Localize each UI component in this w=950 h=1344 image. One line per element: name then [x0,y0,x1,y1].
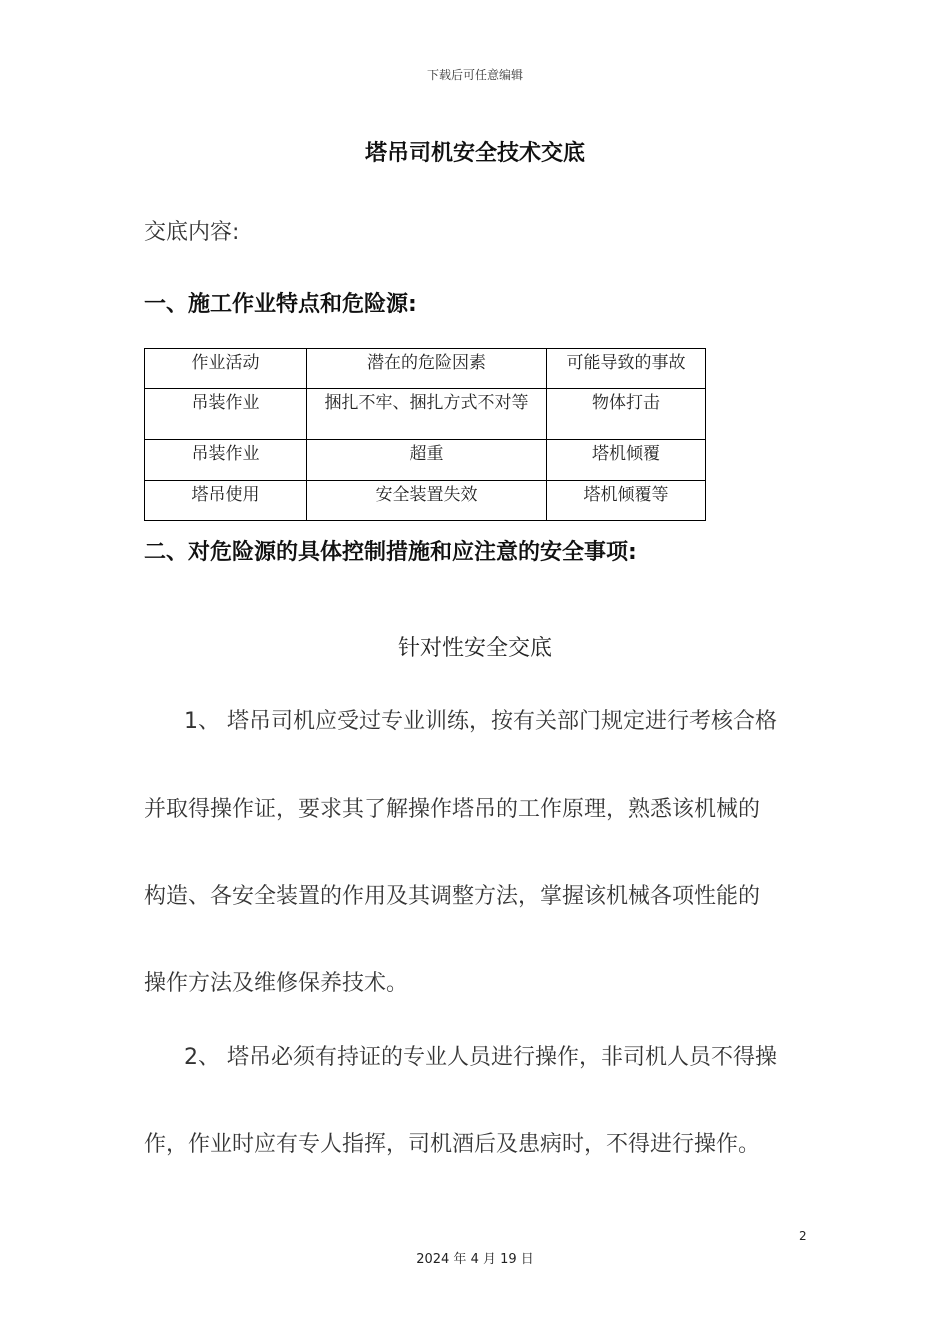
table-cell: 物体打击 [547,389,706,440]
table-header-cell: 潜在的危险因素 [307,349,547,389]
section-2-heading: 二、对危险源的具体控制措施和应注意的安全事项: [144,540,637,565]
table-header-cell: 作业活动 [145,349,307,389]
table-cell: 塔机倾覆 [547,440,706,481]
table-cell: 吊装作业 [145,389,307,440]
table-cell: 捆扎不牢、捆扎方式不对等 [307,389,547,440]
table-cell: 塔机倾覆等 [547,481,706,521]
section-1-heading: 一、施工作业特点和危险源: [144,292,417,317]
intro-label: 交底内容: [144,220,240,245]
table-cell: 吊装作业 [145,440,307,481]
section-subtitle: 针对性安全交底 [397,636,552,661]
body-line: 构造、各安全装置的作用及其调整方法，掌握该机械各项性能的 [144,884,761,909]
table-cell: 超重 [307,440,547,481]
body-line: 1、 塔吊司机应受过专业训练，按有关部门规定进行考核合格 [184,709,777,734]
document-title: 塔吊司机安全技术交底 [364,141,585,166]
body-line: 2、 塔吊必须有持证的专业人员进行操作，非司机人员不得操 [184,1045,777,1070]
table-row [145,440,706,481]
table-header-row [145,349,706,389]
hazard-table [144,348,706,521]
page-header-note: 下载后可任意编辑 [426,68,523,82]
table-row [145,481,706,521]
body-line: 作，作业时应有专人指挥，司机酒后及患病时，不得进行操作。 [144,1132,761,1157]
page-number: 2 [799,1229,807,1243]
table-header-cell: 可能导致的事故 [547,349,706,389]
table-cell: 安全装置失效 [307,481,547,521]
footer-date: 2024 年 4 月 19 日 [416,1252,534,1267]
table-row [145,389,706,440]
body-line: 并取得操作证，要求其了解操作塔吊的工作原理，熟悉该机械的 [144,797,761,822]
body-line: 操作方法及维修保养技术。 [144,971,409,996]
table-cell: 塔吊使用 [145,481,307,521]
